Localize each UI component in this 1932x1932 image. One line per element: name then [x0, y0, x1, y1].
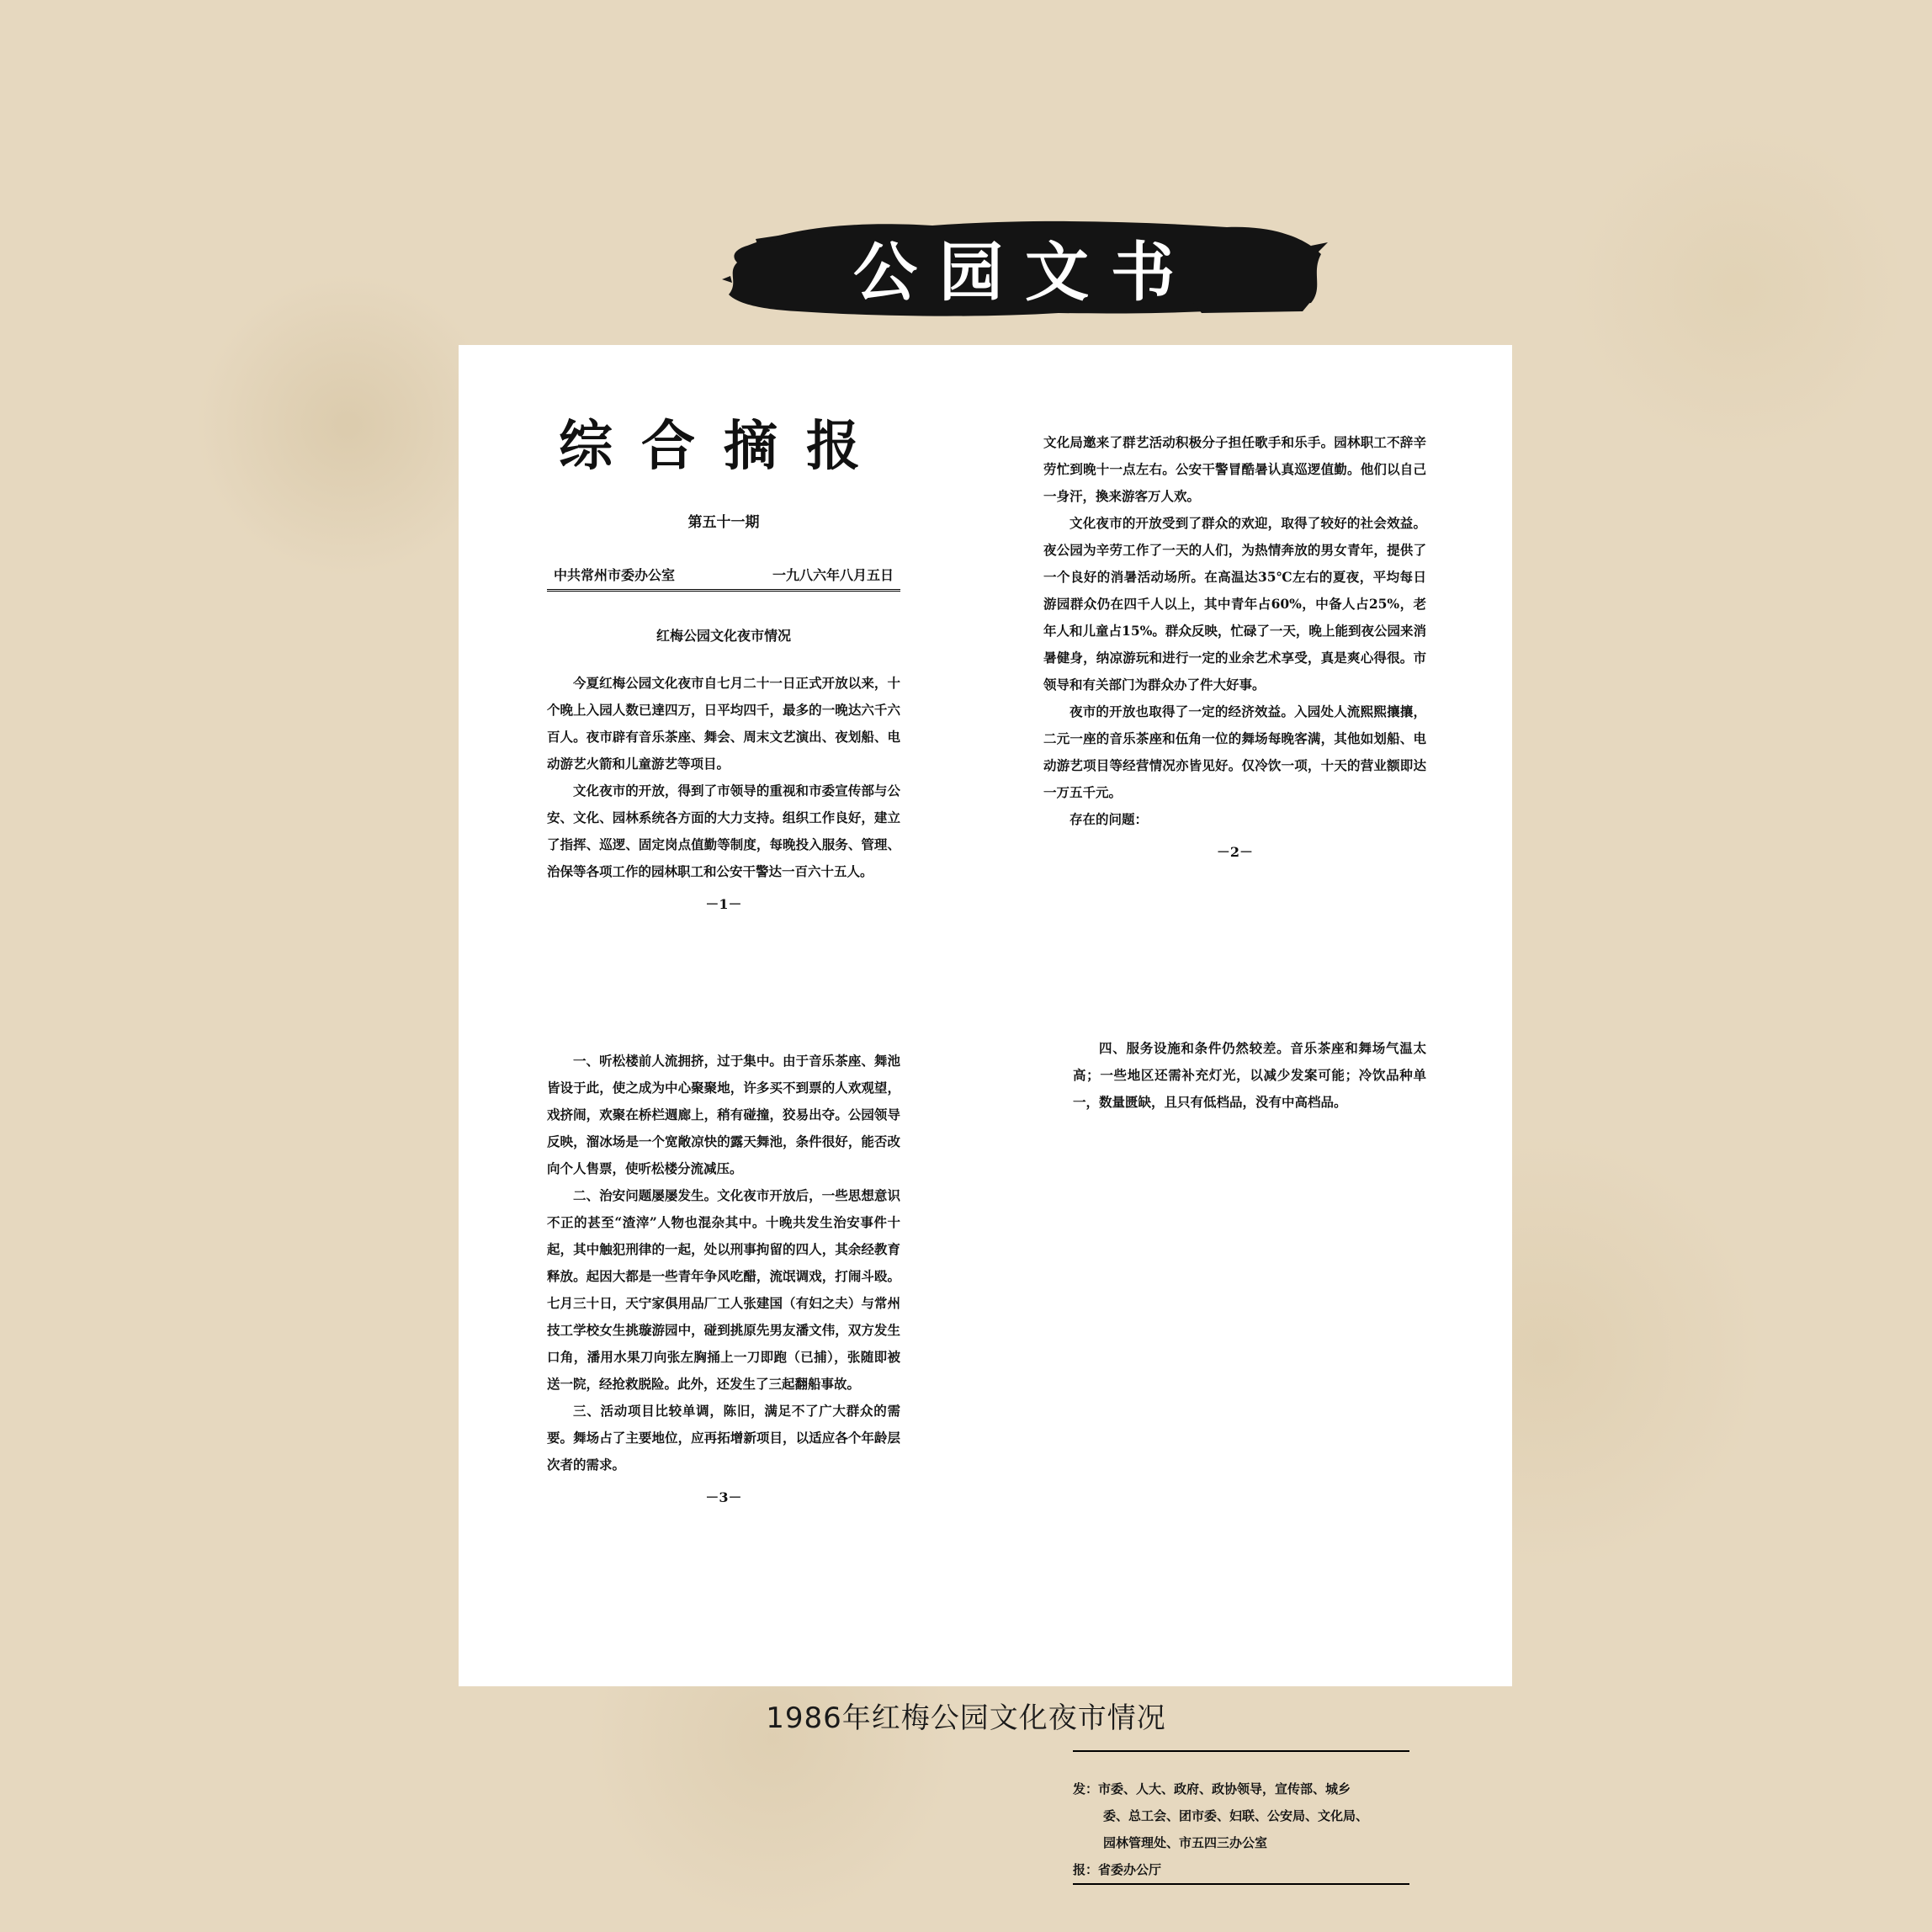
paragraph: 文化夜市的开放，得到了市领导的重视和市委宣传部与公安、文化、园林系统各方面的大力支持。组织工作良好，建立了指挥、巡逻、固定岗点值勤等制度，每晚投入服务、管理、治保等各项工作的园林职工和公安干警达一百六十五人。: [547, 783, 900, 879]
distribution-block: [1073, 1750, 1409, 1885]
page-3-body: [547, 1048, 900, 1478]
masthead-meta: [547, 565, 900, 592]
photo-caption: 1986年红梅公园文化夜市情况: [766, 1701, 1166, 1735]
issue-date: 一九八六年八月五日: [772, 567, 894, 583]
page-number: －2－: [1216, 844, 1254, 860]
report-heading: 红梅公园文化夜市情况: [656, 628, 791, 644]
document-page-2: [1043, 429, 1426, 942]
paragraph: 夜市的开放也取得了一定的经济效益。入园处人流熙熙攘攘，二元一座的音乐茶座和伍角一位的舞场每晚客满，其他如划船、电动游艺项目等经营情况亦皆见好。仅冷饮一项，十天的营业额即达一万五千元。: [1043, 703, 1426, 800]
distribution-list: [1073, 1775, 1409, 1883]
paragraph: 今夏红梅公园文化夜市自七月二十一日正式开放以来，十个晚上入园人数已達四万，日平均四千，最多的一晚达六千六百人。夜市辟有音乐茶座、舞会、周末文艺演出、夜划船、电动游艺火箭和儿童游艺等项目。: [547, 675, 900, 772]
send-line: 发：市委、人大、政府、政协领导，宣传部、城乡: [1073, 1781, 1351, 1797]
paragraph: 二、治安问题屡屡发生。文化夜市开放后，一些思想意识不正的甚至“渣滓”人物也混杂其中。十晚共发生治安事件十起，其中触犯刑律的一起，处以刑事拘留的四人，其余经教育释放。起因大都是一些青年争风吃醋，流氓调戏，打闹斗殴。七月三十日，天宁家俱用品厂工人张建国（有妇之夫）与常州技工学校女生挑璇游园中，碰到挑原先男友潘文伟，双方发生口角，潘用水果刀向张左胸捅上一刀即跑（已捕），张随即被送一院，经抢救脱险。此外，还发生了三起翻船事故。: [547, 1187, 900, 1392]
page-2-body: [1043, 429, 1426, 833]
document-page-4: [1073, 1035, 1426, 1877]
send-line: 园林管理处、市五四三办公室: [1103, 1835, 1268, 1850]
issuing-office: 中共常州市委办公室: [554, 567, 676, 583]
document-page-1: [547, 412, 900, 934]
send-line: 委、总工会、团市委、妇联、公安局、文化局、: [1103, 1808, 1369, 1823]
page-4-body: [1073, 1035, 1426, 1116]
document-page-3: [547, 1048, 900, 1552]
paragraph: 一、听松楼前人流拥挤，过于集中。由于音乐茶座、舞池皆设于此，使之成为中心聚聚地，许多买不到票的人欢观望，戏挤闹，欢聚在桥栏週廊上，稍有碰撞，狡易出夺。公园领导反映，溜冰场是一个宽敞凉快的露天舞池，条件很好，能否改向个人售票，使听松楼分流减压。: [547, 1053, 900, 1176]
page-number: －3－: [705, 1489, 742, 1505]
paragraph: 存在的问题：: [1070, 811, 1149, 827]
page-number: －1－: [705, 896, 742, 912]
paragraph: 四、服务设施和条件仍然较差。音乐茶座和舞场气温太高；一些地区还需补充灯光，以减少发案可能；冷饮品种单一，数量匮缺，且只有低档品，没有中高档品。: [1073, 1040, 1426, 1110]
paragraph: 文化局邀来了群艺活动积极分子担任歌手和乐手。园林职工不辞辛劳忙到晚十一点左右。公安干警冒酷暑认真巡逻值勤。他们以自己一身汗，換来游客万人欢。: [1043, 434, 1426, 504]
paragraph: 文化夜市的开放受到了群众的欢迎，取得了较好的社会效益。夜公园为辛劳工作了一天的人们，为热情奔放的男女青年，提供了一个良好的消暑活动场所。在高温达35℃左右的夏夜，平均每日游园群众仍在四千人以上，其中青年占60%，中备人占25%，老年人和儿童占15%。群众反映，忙碌了一天，晚上能到夜公园来消暑健身，纳凉游玩和进行一定的业余艺术享受，真是爽心得很。市领导和有关部门为群众办了件大好事。: [1043, 515, 1426, 693]
title-banner: [722, 195, 1328, 338]
page-1-body: [547, 670, 900, 885]
masthead-title: 综合摘报: [559, 416, 889, 478]
banner-title: 公园文书: [853, 234, 1197, 310]
paragraph: 三、活动项目比较单调，陈旧，满足不了广大群众的需要。舞场占了主要地位，应再拓增新项目，以适应各个年龄层次者的需求。: [547, 1403, 900, 1473]
divider: [1073, 1883, 1409, 1885]
issue-number: 第五十一期: [687, 514, 760, 531]
report-line: 报：省委办公厅: [1073, 1862, 1162, 1877]
divider: [1073, 1750, 1409, 1752]
